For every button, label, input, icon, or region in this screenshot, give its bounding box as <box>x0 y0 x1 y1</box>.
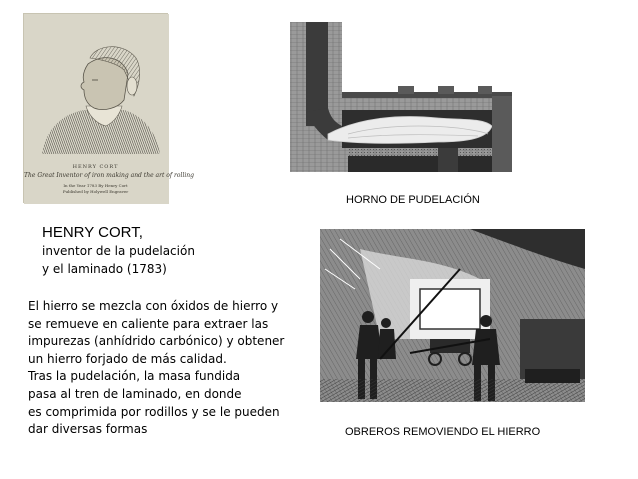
workers-engraving <box>320 229 585 402</box>
henry-cort-portrait <box>23 13 194 203</box>
portrait-caption-script: The Great Inventor of iron making and the art of rolling <box>24 172 194 179</box>
description-line: dar diversas formas <box>28 422 148 437</box>
subtitle-line: y el laminado (1783) <box>42 262 167 276</box>
description-line: se remueve en caliente para extraer las <box>28 316 269 331</box>
description-paragraph <box>28 298 284 439</box>
subtitle-line: inventor de la pudelación <box>42 244 195 258</box>
puddling-furnace-diagram <box>288 22 516 172</box>
description-line: El hierro se mezcla con óxidos de hierro y <box>28 299 279 313</box>
portrait-caption-small: Published by Holywell Engraver <box>62 189 129 194</box>
portrait-caption-small: In the Year 1783 By Henry Cort <box>63 183 128 188</box>
description-line: un hierro forjado de más calidad. <box>28 351 227 366</box>
description-line: es comprimida por rodillos y se le pueden <box>28 404 280 419</box>
description-line: impurezas (anhídrido carbónico) y obtener <box>28 334 285 349</box>
description-line: pasa al tren de laminado, en donde <box>28 386 242 401</box>
page-title: HENRY CORT, <box>42 224 143 241</box>
furnace-caption: HORNO DE PUDELACIÓN <box>346 194 480 206</box>
description-line: Tras la pudelación, la masa fundida <box>28 369 241 384</box>
workers-caption: OBREROS REMOVIENDO EL HIERRO <box>345 426 541 438</box>
portrait-caption-name: HENRY CORT <box>72 164 119 170</box>
